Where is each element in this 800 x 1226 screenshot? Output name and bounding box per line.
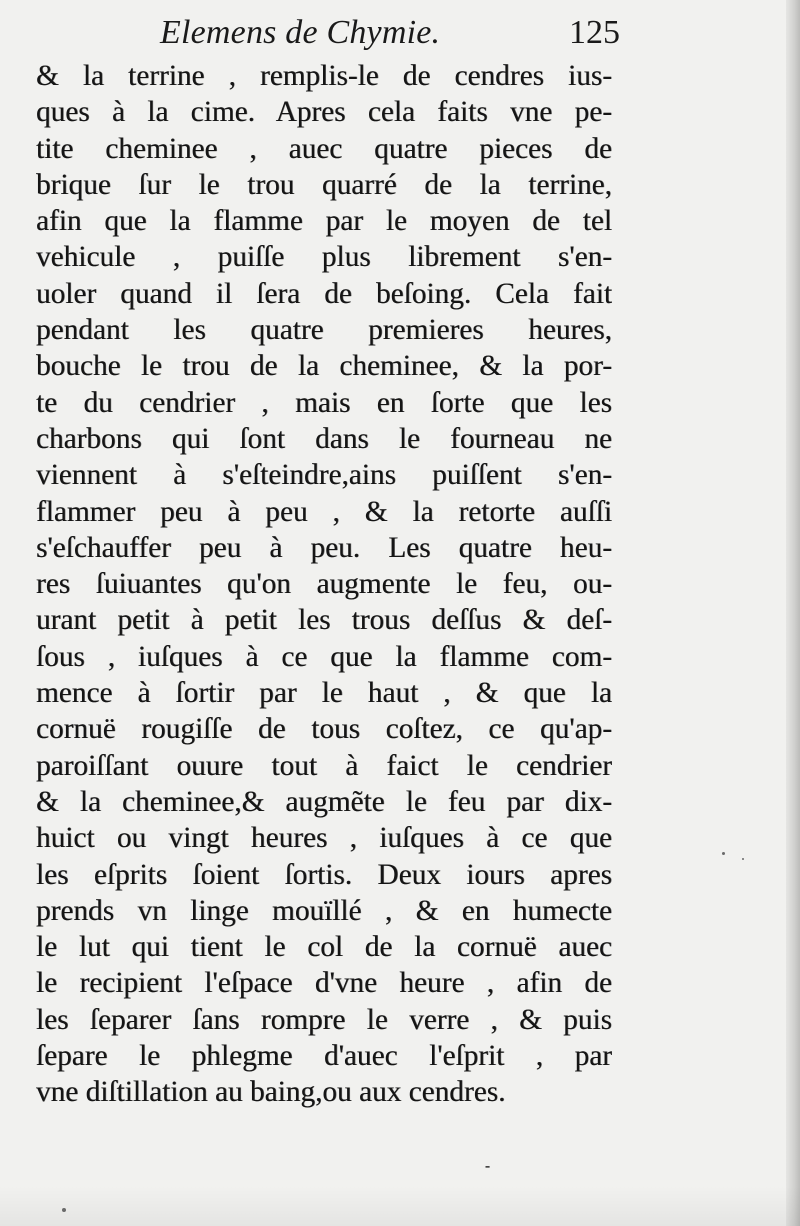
text-line: bouche le trou de la cheminee, & la por- — [36, 350, 612, 383]
text-line: ques à la cime. Apres cela faits vne pe- — [36, 96, 612, 129]
ink-speck-icon — [742, 858, 744, 860]
text-line: te du cendrier , mais en ſorte que les — [36, 386, 612, 419]
page-number: 125 — [569, 14, 620, 51]
ink-speck-icon — [62, 1208, 66, 1212]
text-line: huict ou vingt heures , iuſques à ce que — [36, 822, 612, 855]
text-line: le lut qui tient le col de la cornuë auec — [36, 931, 612, 964]
text-line: tite cheminee , auec quatre pieces de — [36, 132, 612, 165]
text-line: s'eſchauffer peu à peu. Les quatre heu- — [36, 531, 612, 564]
text-line: le recipient l'eſpace d'vne heure , afin de — [36, 967, 612, 1000]
text-line: vehicule , puiſſe plus librement s'en- — [36, 241, 612, 274]
text-line: mence à ſortir par le haut , & que la — [36, 677, 612, 710]
text-line: & la terrine , remplis-le de cendres ius- — [36, 60, 612, 92]
text-line: & la cheminee,& augmẽte le feu par dix- — [36, 785, 612, 818]
ink-speck-icon — [722, 852, 725, 855]
text-line: vne diſtillation au baing,ou aux cendres. — [36, 1076, 506, 1109]
text-line: viennent à s'eſteindre,ains puiſſent s'en- — [36, 459, 612, 492]
text-line: ſepare le phlegme d'auec l'eſprit , par — [36, 1040, 612, 1073]
ink-mark-icon: ⁃ — [484, 1160, 491, 1176]
text-line: prends vn linge mouïllé , & en humecte — [36, 894, 612, 927]
text-line: les eſprits ſoient ſortis. Deux iours apres — [36, 858, 612, 891]
page-bottom-shadow — [0, 1186, 800, 1226]
text-line: urant petit à petit les trous deſſus & deſ- — [36, 604, 612, 637]
text-line: res ſuiuantes qu'on augmente le feu, ou- — [36, 568, 612, 601]
text-line: cornuë rougiſſe de tous coſtez, ce qu'ap- — [36, 713, 612, 746]
text-line: pendant les quatre premieres heures, — [36, 314, 612, 347]
text-line: brique ſur le trou quarré de la terrine, — [36, 168, 612, 201]
text-line: flammer peu à peu , & la retorte auſſi — [36, 495, 612, 528]
text-line: afin que la flamme par le moyen de tel — [36, 205, 612, 238]
running-title: Elemens de Chymie. — [160, 14, 441, 51]
text-line: paroiſſant ouure tout à faict le cendrier — [36, 749, 612, 782]
text-line: les ſeparer ſans rompre le verre , & puis — [36, 1003, 612, 1036]
text-line: uoler quand il ſera de beſoing. Cela fait — [36, 277, 612, 310]
text-line: ſous , iuſques à ce que la flamme com- — [36, 640, 612, 673]
text-line: charbons qui ſont dans le fourneau ne — [36, 422, 612, 455]
page-edge-shadow — [786, 0, 800, 1226]
body-text — [36, 58, 612, 1111]
